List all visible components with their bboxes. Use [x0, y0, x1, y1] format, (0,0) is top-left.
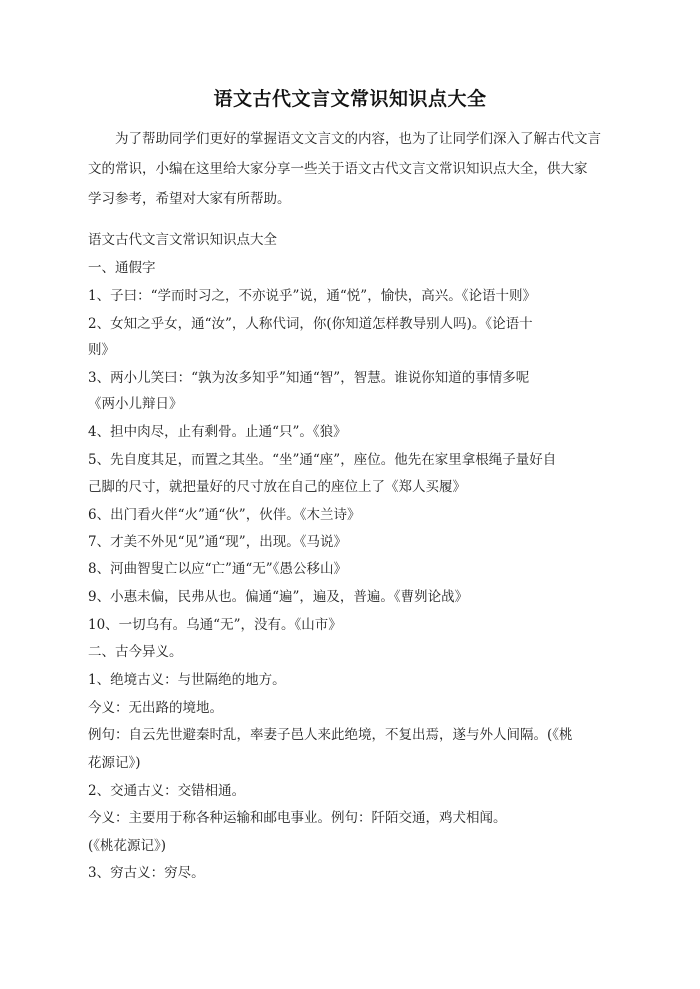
intro-line: 学习参考，希望对大家有所帮助。: [88, 191, 291, 207]
text-line: 4、担中肉尽，止有剩骨。止通“只”。《狼》: [88, 424, 347, 440]
intro-line: 为了帮助同学们更好的掌握语文文言文的内容，也为了让同学们深入了解古代文言: [115, 131, 601, 147]
text-line: 《两小儿辩日》: [88, 396, 183, 412]
text-line: 8、河曲智叟亡以应“亡”通“无”《愚公移山》: [88, 561, 347, 577]
text-line: 己脚的尺寸，就把量好的尺寸放在自己的座位上了《郑人买履》: [88, 479, 466, 495]
text-line: 2、女知之乎女，通“汝”，人称代词，你(你知道怎样教导别人吗)。《论语十: [88, 316, 533, 332]
document-title: 语文古代文言文常识知识点大全: [213, 88, 487, 110]
text-line: 10、一切乌有。乌通“无”，没有。《山市》: [88, 617, 342, 633]
text-line: 今义：无出路的境地。: [88, 700, 223, 716]
text-line: 3、穷古义：穷尽。: [88, 865, 205, 881]
section-heading: 一、通假字: [88, 260, 156, 276]
text-line: 7、才美不外见“见”通“现”，出现。《马说》: [88, 534, 347, 550]
text-line: 9、小惠未偏，民弗从也。偏通“遍”，遍及，普遍。《曹刿论战》: [88, 589, 469, 605]
section-heading: 语文古代文言文常识知识点大全: [88, 232, 277, 248]
intro-line: 文的常识，小编在这里给大家分享一些关于语文古代文言文常识知识点大全，供大家: [88, 161, 588, 177]
section-heading: 二、古今异义。: [88, 644, 183, 660]
text-line: 例句：自云先世避秦时乱，率妻子邑人来此绝境，不复出焉，遂与外人间隔。(《桃: [88, 727, 573, 743]
text-line: 1、绝境古义：与世隔绝的地方。: [88, 672, 286, 688]
text-line: 花源记》): [88, 755, 141, 771]
text-line: 2、交通古义：交错相通。: [88, 783, 246, 799]
text-line: 5、先自度其足，而置之其坐。“坐”通“座”，座位。他先在家里拿根绳子量好自: [88, 452, 557, 468]
text-line: (《桃花源记》): [88, 838, 167, 854]
text-line: 1、子曰：“学而时习之，不亦说乎”说，通“悦”，愉快，高兴。《论语十则》: [88, 288, 536, 304]
text-line: 则》: [88, 342, 115, 358]
text-line: 今义：主要用于称各种运输和邮电事业。例句：阡陌交通，鸡犬相闻。: [88, 810, 507, 826]
text-line: 6、出门看火伴“火”通“伙”，伙伴。《木兰诗》: [88, 507, 361, 523]
text-line: 3、两小儿笑曰：“孰为汝多知乎”知通“智”，智慧。谁说你知道的事情多呢: [88, 370, 530, 386]
intro-paragraph: [88, 124, 618, 214]
